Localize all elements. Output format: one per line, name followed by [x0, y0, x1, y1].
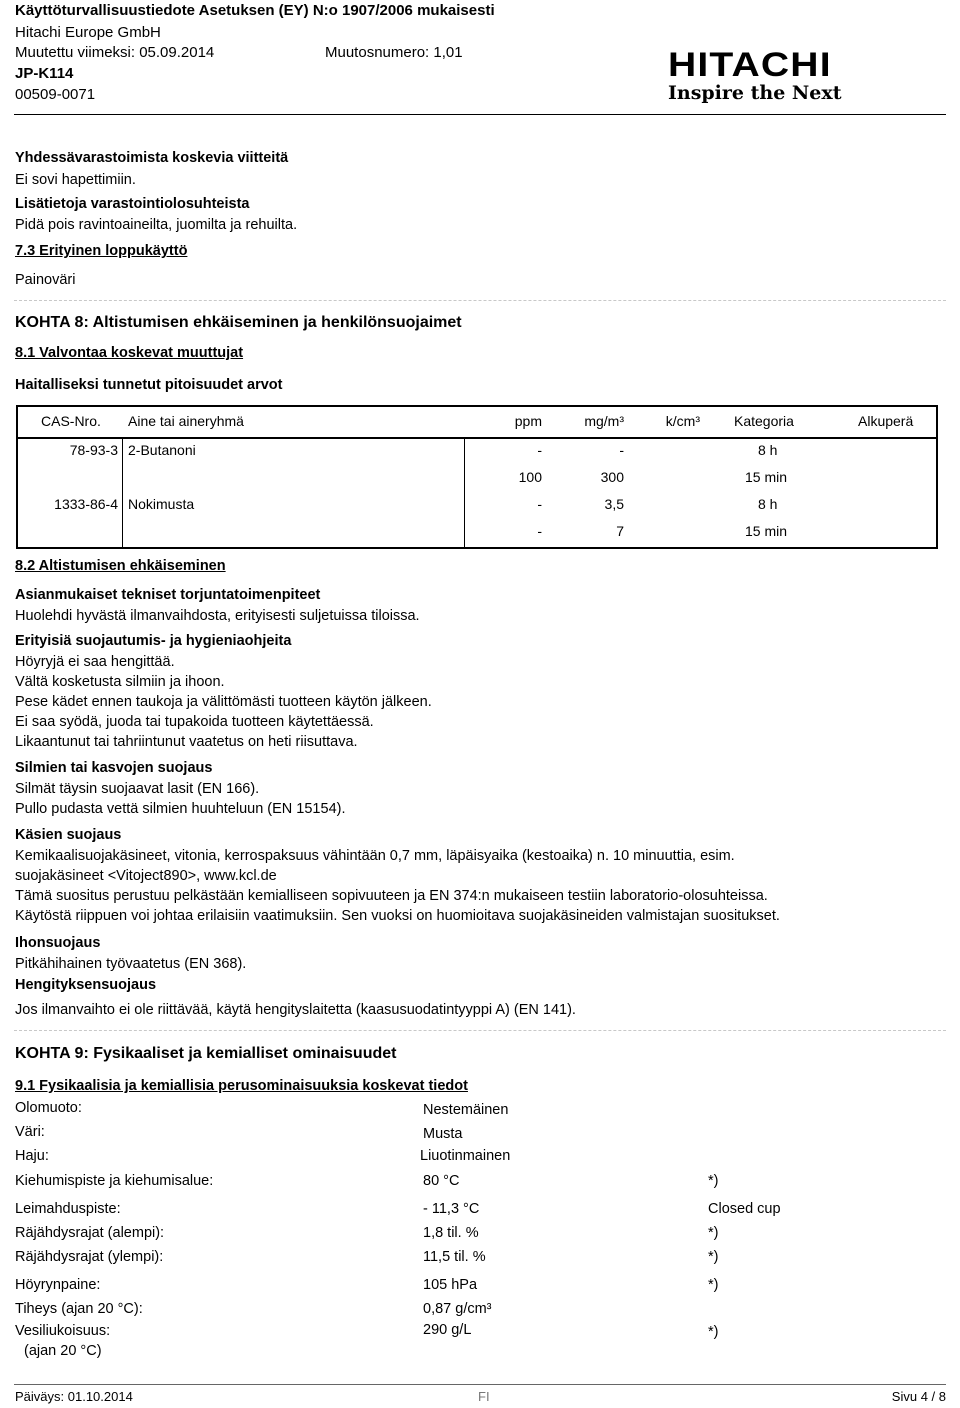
section-divider [14, 1030, 946, 1031]
footer-rule [14, 1384, 946, 1385]
table-header-cell: Aine tai aineryhmä [128, 413, 244, 429]
table-cell-ppm: - [537, 442, 542, 458]
article-number: 00509-0071 [15, 86, 96, 103]
property-label: Räjähdysrajat (alempi): [15, 1225, 165, 1241]
property-label: Haju: [15, 1148, 49, 1164]
hygiene-line: Höyryjä ei saa hengittää. [15, 654, 175, 670]
joint-storage-title: Yhdessävarastoimista koskevia viitteitä [15, 150, 289, 166]
hygiene-line: Ei saa syödä, juoda tai tupakoida tuotteen käytettäessä. [15, 714, 374, 730]
product-code: JP-K114 [15, 65, 74, 82]
table-header-rule [18, 437, 936, 439]
storage-info-text: Pidä pois ravintoaineilta, juomilta ja rehuilta. [15, 217, 298, 233]
section-8-title: KOHTA 8: Altistumisen ehkäiseminen ja henkilönsuojaimet [15, 314, 462, 331]
header-rule [14, 114, 946, 115]
table-cell-mg: 3,5 [604, 496, 624, 512]
property-label-condition: (ajan 20 °C) [24, 1343, 102, 1359]
property-label: Olomuoto: [15, 1100, 82, 1116]
property-label: Leimahduspiste: [15, 1201, 121, 1217]
section-divider [14, 300, 946, 301]
revised-date: Muutettu viimeksi: 05.09.2014 [15, 44, 215, 61]
respiratory-protection-title: Hengityksensuojaus [15, 977, 157, 993]
table-header-cell: CAS-Nro. [41, 413, 101, 429]
document-title: Käyttöturvallisuustiedote Asetuksen (EY) N:o 1907/2006 mukaisesti [15, 2, 495, 19]
table-cell-name: 2-Butanoni [128, 442, 196, 458]
hygiene-title: Erityisiä suojautumis- ja hygieniaohjeita [15, 633, 292, 649]
section-9-title: KOHTA 9: Fysikaaliset ja kemialliset ominaisuudet [15, 1045, 397, 1062]
property-value: 80 °C [423, 1173, 460, 1189]
property-value: Liuotinmainen [420, 1148, 511, 1164]
property-value: 290 g/L [423, 1322, 472, 1338]
table-cell-category: 8 h [758, 442, 778, 458]
property-note: *) [708, 1173, 719, 1189]
property-value: 11,5 til. % [423, 1249, 486, 1265]
skin-protection-text: Pitkähihainen työvaatetus (EN 368). [15, 956, 247, 972]
property-value: 0,87 g/cm³ [423, 1301, 492, 1317]
property-label: Väri: [15, 1124, 45, 1140]
hand-protection-line: Kemikaalisuojakäsineet, vitonia, kerrospaksuus vähintään 0,7 mm, läpäisyaika (kestoaika) n. 10 minuuttia, esim. [15, 848, 735, 864]
table-column-rule [122, 437, 123, 547]
property-note: *) [708, 1225, 719, 1241]
hand-protection-line: Tämä suositus perustuu pelkästään kemialliseen sopivuuteen ja EN 374:n mukaiseen testiin laboratorio-olosuhteissa. [15, 888, 768, 904]
table-cell-mg: 7 [616, 523, 624, 539]
property-note: Closed cup [708, 1201, 781, 1217]
table-header-cell: Kategoria [734, 413, 794, 429]
property-note: *) [708, 1324, 719, 1340]
table-cell-mg: - [619, 442, 624, 458]
limits-title: Haitalliseksi tunnetut pitoisuudet arvot [15, 377, 283, 393]
footer-language: FI [478, 1389, 490, 1404]
table-header-cell: k/cm³ [665, 413, 700, 429]
exposure-limits-table [16, 405, 938, 549]
respiratory-protection-text: Jos ilmanvaihto ei ole riittävää, käytä hengityslaitetta (kaasusuodatintyyppi A) (EN 141). [15, 1002, 576, 1018]
property-value: 1,8 til. % [423, 1225, 479, 1241]
property-value: Nestemäinen [423, 1102, 509, 1118]
property-note: *) [708, 1277, 719, 1293]
table-cell-cas: 78-93-3 [69, 442, 118, 458]
table-cell-ppm: 100 [518, 469, 542, 485]
table-header-cell: mg/m³ [584, 413, 624, 429]
tech-measures-title: Asianmukaiset tekniset torjuntatoimenpiteet [15, 587, 321, 603]
hitachi-logo [668, 46, 842, 104]
footer-date: Päiväys: 01.10.2014 [15, 1389, 133, 1404]
end-use-title: 7.3 Erityinen loppukäyttö [15, 243, 188, 259]
end-use-text: Painoväri [15, 272, 76, 288]
property-label: Tiheys (ajan 20 °C): [15, 1301, 143, 1317]
revision-number: Muutosnumero: 1,01 [325, 44, 463, 61]
table-header-cell: Alkuperä [858, 413, 914, 429]
hand-protection-line: Käytöstä riippuen voi johtaa erilaisiin vaatimuksiin. Sen vuoksi on huomioitava suojakäsineiden valmistajan suositukset. [15, 908, 780, 924]
eye-protection-line: Pullo pudasta vettä silmien huuhteluun (EN 15154). [15, 801, 346, 817]
table-column-rule [464, 437, 465, 547]
hygiene-line: Pese kädet ennen taukoja ja välittömästi tuotteen käytön jälkeen. [15, 694, 432, 710]
property-note: *) [708, 1249, 719, 1265]
eye-protection-title: Silmien tai kasvojen suojaus [15, 760, 213, 776]
hygiene-line: Vältä kosketusta silmiin ja ihoon. [15, 674, 225, 690]
table-cell-category: 8 h [758, 496, 778, 512]
subsection-8-2-title: 8.2 Altistumisen ehkäiseminen [15, 558, 226, 574]
subsection-9-1-title: 9.1 Fysikaalisia ja kemiallisia perusominaisuuksia koskevat tiedot [15, 1078, 468, 1094]
property-value: Musta [423, 1126, 463, 1142]
property-label: Räjähdysrajat (ylempi): [15, 1249, 164, 1265]
property-value: 105 hPa [423, 1277, 478, 1293]
company-name: Hitachi Europe GmbH [15, 24, 161, 41]
table-cell-mg: 300 [600, 469, 624, 485]
storage-info-title: Lisätietoja varastointiolosuhteista [15, 196, 250, 212]
table-cell-category: 15 min [745, 469, 788, 485]
table-header-cell: ppm [514, 413, 542, 429]
hygiene-line: Likaantunut tai tahriintunut vaatetus on heti riisuttava. [15, 734, 358, 750]
property-label: Vesiliukoisuus: [15, 1323, 111, 1339]
subsection-8-1-title: 8.1 Valvontaa koskevat muuttujat [15, 345, 244, 361]
table-cell-ppm: - [537, 523, 542, 539]
hand-protection-line: suojakäsineet <Vitoject890>, www.kcl.de [15, 868, 277, 884]
footer-page-number: Sivu 4 / 8 [891, 1389, 946, 1404]
table-cell-category: 15 min [745, 523, 788, 539]
table-cell-name: Nokimusta [128, 496, 195, 512]
logo-wordmark: HITACHI [668, 46, 832, 84]
skin-protection-title: Ihonsuojaus [15, 935, 101, 951]
property-label: Höyrynpaine: [15, 1277, 101, 1293]
property-label: Kiehumispiste ja kiehumisalue: [15, 1173, 214, 1189]
property-value: - 11,3 °C [423, 1201, 480, 1217]
table-cell-cas: 1333-86-4 [54, 496, 118, 512]
tech-measures-text: Huolehdi hyvästä ilmanvaihdosta, erityisesti suljetuissa tiloissa. [15, 608, 420, 624]
eye-protection-line: Silmät täysin suojaavat lasit (EN 166). [15, 781, 260, 797]
table-cell-ppm: - [537, 496, 542, 512]
joint-storage-text: Ei sovi hapettimiin. [15, 172, 136, 188]
hand-protection-title: Käsien suojaus [15, 827, 122, 843]
logo-tagline: Inspire the Next [668, 82, 842, 104]
